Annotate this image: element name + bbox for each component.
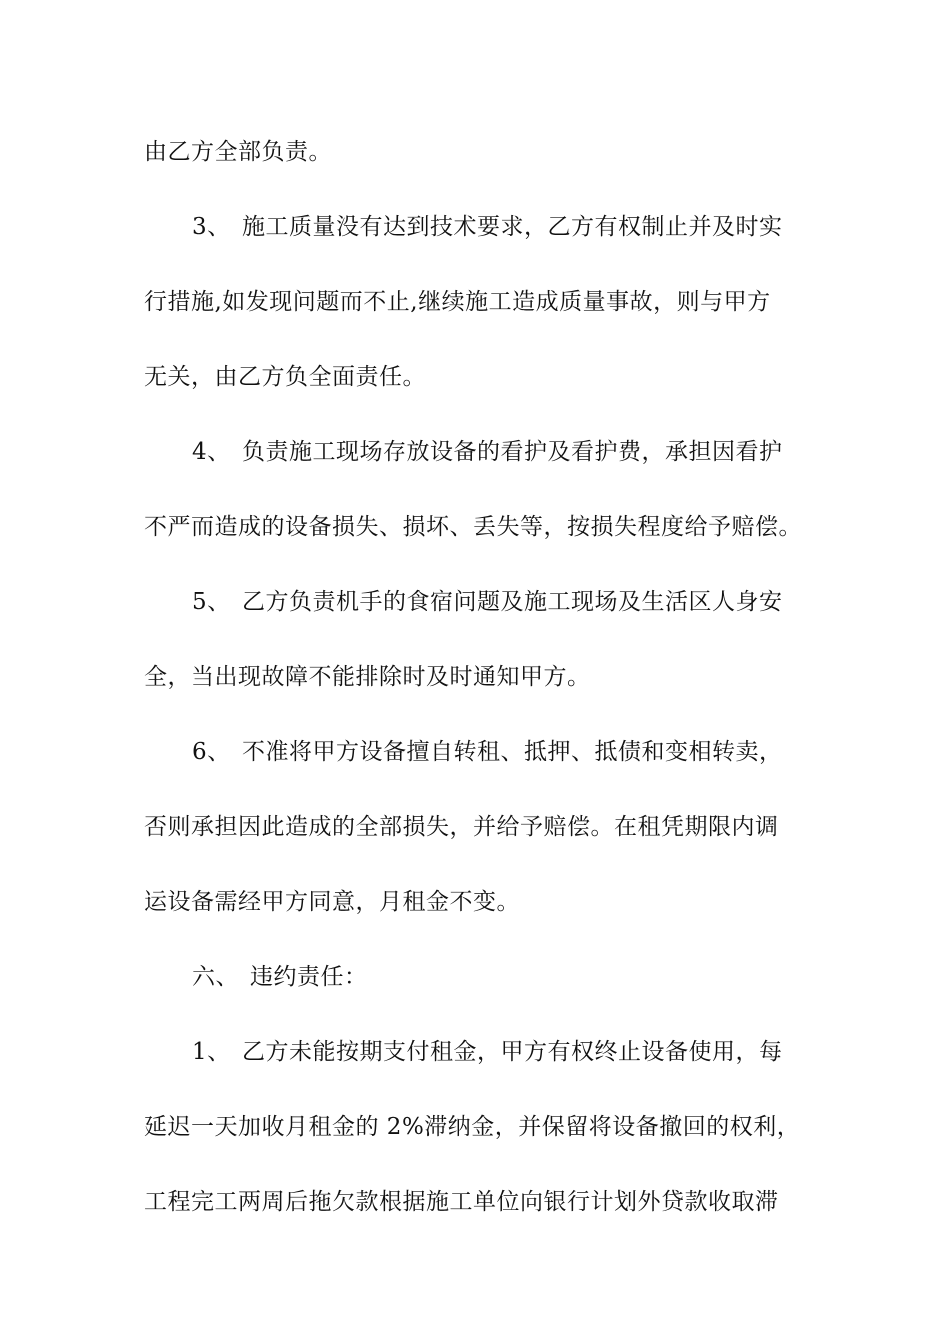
clause-5 [192,587,854,617]
clause-text: 负责施工现场存放设备的看护及看护费，承担因看护 [242,439,783,465]
section-number: 六、 [192,964,239,990]
clause-number: 1、 [192,1039,231,1065]
clause-number: 4、 [192,439,231,465]
clause-4 [192,437,854,467]
text-line: 由乙方全部负责。 [144,139,332,165]
clause-text: 不准将甲方设备擅自转租、抵押、抵债和变相转卖， [242,739,783,765]
section-heading [192,962,854,992]
clause-text: 施工质量没有达到技术要求，乙方有权制止并及时实 [242,214,783,240]
text-line: 延迟一天加收月租金的 2%滞纳金，并保留将设备撤回的权利， [144,1114,801,1140]
clause-6 [192,737,854,767]
text-line: 否则承担因此造成的全部损失，并给予赔偿。在租凭期限内调 [144,814,779,840]
clause-text: 乙方负责机手的食宿问题及施工现场及生活区人身安 [242,589,783,615]
text-line: 不严而造成的设备损失、损坏、丢失等，按损失程度给予赔偿。 [144,514,802,540]
clause-text: 乙方未能按期支付租金，甲方有权终止设备使用，每 [242,1039,783,1065]
clause-1 [192,1037,854,1067]
text-line: 全，当出现故障不能排除时及时通知甲方。 [144,664,591,690]
clause-3 [192,212,854,242]
section-title: 违约责任： [250,964,368,990]
text-line: 工程完工两周后拖欠款根据施工单位向银行计划外贷款收取滞 [144,1189,779,1215]
text-line: 运设备需经甲方同意，月租金不变。 [144,889,520,915]
clause-number: 3、 [192,214,231,240]
text-line: 无关，由乙方负全面责任。 [144,364,426,390]
clause-number: 5、 [192,589,231,615]
clause-number: 6、 [192,739,231,765]
text-line: 行措施,如发现问题而不止,继续施工造成质量事故，则与甲方 [144,289,771,315]
